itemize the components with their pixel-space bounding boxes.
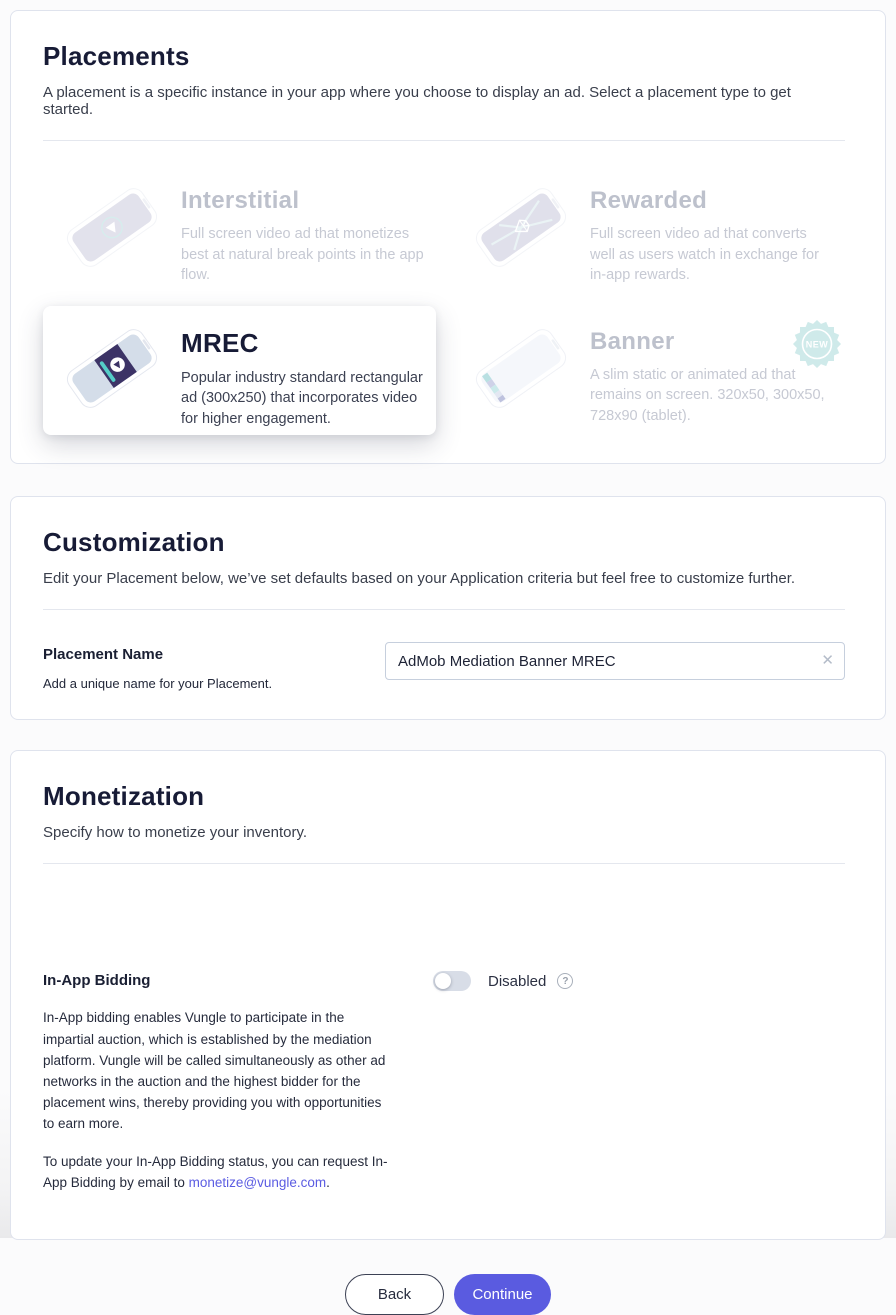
interstitial-description: Full screen video ad that monetizes best at natural break points in the app flow.: [181, 226, 424, 284]
in-app-bidding-row: [43, 972, 845, 1193]
in-app-bidding-description: In-App bidding enables Vungle to participate in the impartial auction, which is established by the mediation platform. Vungle will be called simultaneously as other ad networks in the auction and the highest bidder for the placement wins, thereby providing you with opportunities to earn more.: [43, 1010, 386, 1132]
placement-option-mrec[interactable]: [43, 306, 436, 436]
banner-title: Banner: [590, 327, 675, 355]
divider: [43, 140, 845, 141]
clear-input-icon[interactable]: ✕: [821, 652, 834, 670]
update-note-prefix: To update your In-App Bidding status, you can request In-App Bidding by email to: [43, 1153, 388, 1190]
placements-card: [10, 10, 886, 464]
monetization-subtitle: Specify how to monetize your inventory.: [43, 824, 308, 842]
toggle-knob: [435, 973, 451, 989]
divider: [43, 863, 845, 864]
placement-option-rewarded[interactable]: [452, 165, 845, 292]
in-app-bidding-label: In-App Bidding: [43, 972, 151, 990]
new-badge-text: NEW: [805, 339, 829, 350]
placements-title: Placements: [43, 41, 190, 71]
placement-name-input[interactable]: [385, 642, 845, 680]
rewarded-phone-illustration: [458, 171, 584, 285]
placements-subtitle: A placement is a specific instance in your app where you choose to display an ad. Select a placement type to get started.: [43, 84, 791, 118]
in-app-bidding-status: Disabled: [488, 972, 547, 990]
update-note-suffix: .: [326, 1174, 330, 1190]
continue-button[interactable]: Continue: [454, 1274, 551, 1315]
placement-name-label: Placement Name: [43, 646, 164, 664]
rewarded-title: Rewarded: [590, 187, 708, 214]
placement-name-row: [43, 642, 845, 691]
mrec-phone-illustration: [49, 312, 175, 426]
divider: [43, 609, 845, 610]
monetization-title: Monetization: [43, 781, 205, 812]
placement-option-interstitial[interactable]: [43, 165, 436, 292]
help-icon[interactable]: ?: [557, 973, 573, 989]
interstitial-title: Interstitial: [181, 187, 300, 214]
rewarded-description: Full screen video ad that converts well as users watch in exchange for in-app rewards.: [590, 226, 819, 284]
interstitial-phone-illustration: [49, 171, 175, 285]
back-button[interactable]: Back: [345, 1274, 444, 1315]
new-badge: [791, 318, 843, 370]
monetization-card: [10, 750, 886, 1240]
banner-description: A slim static or animated ad that remains on screen. 320x50, 300x50, 728x90 (tablet).: [590, 366, 825, 424]
customization-subtitle: Edit your Placement below, we’ve set defaults based on your Application criteria but feel free to customize further.: [43, 570, 796, 588]
monetize-email-link[interactable]: monetize@vungle.com: [188, 1174, 327, 1190]
customization-title: Customization: [43, 527, 225, 558]
banner-phone-illustration: [458, 312, 584, 426]
mrec-description: Popular industry standard rectangular ad (300x250) that incorporates video for higher engagement.: [181, 369, 423, 427]
in-app-bidding-update-note: [43, 1151, 395, 1193]
placement-options-grid: [43, 165, 845, 435]
placement-option-banner[interactable]: [452, 306, 845, 436]
placement-name-helper: Add a unique name for your Placement.: [43, 676, 273, 692]
customization-card: [10, 496, 886, 720]
mrec-title: MREC: [181, 327, 259, 358]
in-app-bidding-toggle[interactable]: [433, 971, 471, 991]
footer-actions: [0, 1274, 896, 1315]
